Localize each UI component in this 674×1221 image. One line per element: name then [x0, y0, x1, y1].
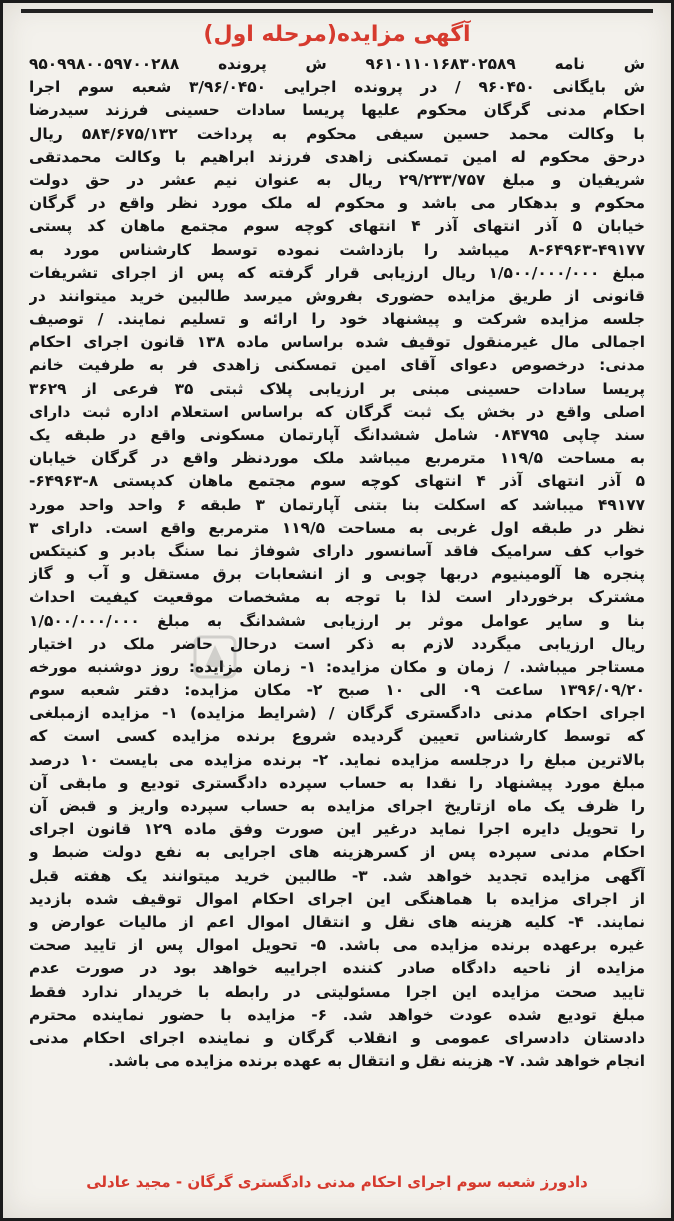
notice-body-line: بالاترین مبلغ را درجلسه مزایده نماید. ۲- برنده مزایده می بایست ۱۰ درصد — [29, 750, 645, 769]
notice-body-line: محکوم و بدهکار می باشد و محکوم له ملک مورد نظر واقع در گرگان — [29, 194, 645, 213]
notice-body-line: قانونی از طریق مزایده حضوری بفروش میرسد طالبین خرید میتوانند در — [29, 286, 645, 305]
notice-body-line: ریال ارزیابی میگردد لازم به ذکر است درحال حاضر ملک در اختیار — [29, 634, 645, 653]
notice-body-line: را ظرف یک ماه ازتاریخ اجرای مزایده به حساب سپرده واریز و قبض آن — [29, 797, 645, 815]
notice-body-line: احکام مدنی سپرده پس از کسرهزینه های اجرایی به نفع دولت ضبط و — [29, 843, 645, 862]
notice-body-line: احکام مدنی گرگان محکوم علیها پریسا سادات حسینی فرزند سیدرضا — [29, 101, 645, 120]
notice-body-line: مبلغ مورد پیشنهاد را نقدا به حساب سپرده دادگستری تودیع و مابقی آن — [29, 773, 645, 792]
notice-body-line: آگهی مزایده تجدید خواهد شد. ۳- طالبین خرید میتوانند یک هفته قبل — [29, 866, 645, 885]
notice-body-line: بنا و سایر عوامل موثر بر ارزیابی ششدانگ به مبلغ ۱/۵۰۰/۰۰۰/۰۰۰ — [29, 611, 645, 630]
notice-title: آگهی مزایده(مرحله اول) — [203, 22, 471, 47]
notice-body-line: نمایند. ۴- کلیه هزینه های نقل و انتقال اموال اعم از مالیات عوارض و — [29, 912, 645, 931]
notice-body-line: مشترک برخوردار است لذا با توجه به مشخصات موقعیت کیفیت احداث — [29, 588, 645, 607]
notice-body-line: ۵ آذر انتهای آذر ۴ انتهای کوچه سوم مجتمع ماهان کدپستی ۸-۶۴۹۶۳- — [29, 472, 645, 491]
notice-body-line: سند چاپی ۰۸۴۷۹۵ شامل ششدانگ آپارتمان مسکونی واقع در طبقه یک — [29, 426, 645, 444]
notice-body-line: نظر در طبقه اول غربی به مساحت ۱۱۹/۵ مترمربع واقع است. دارای ۳ — [29, 518, 645, 537]
notice-body-line: جلسه مزایده شرکت و پیشنهاد خود را ارائه و تسلیم نمایند. / توصیف — [29, 310, 645, 329]
notice-body-line: مدنی: درخصوص دعوای آقای امین تمسکنی زاهدی فر به طرفیت خانم — [29, 356, 645, 375]
notice-body-line: با وکالت محمد حسین سیفی محکوم به پرداخت ۵۸۴/۶۷۵/۱۳۲ ریال — [29, 124, 645, 143]
notice-body-line: مبلغ تودیع شده عودت خواهد شد. ۶- مزایده با حضور نماینده محترم — [29, 1005, 645, 1024]
notice-body-line: مستاجر میباشد. / زمان و مکان مزایده: ۱- زمان مزایده: روز دوشنبه مورخه — [29, 657, 645, 676]
notice-body-line: به مساحت ۱۱۹/۵ مترمربع میباشد ملک موردنظر واقع در گرگان خیابان — [29, 449, 645, 468]
notice-body-line: از اجرای مزایده با هماهنگی این اجرای احکام اموال توقیف شده بازدید — [29, 889, 645, 908]
notice-body-line: پنجره ها آلومینیوم دربها چوبی و از انشعابات برق مستقل و آب و گاز — [29, 565, 645, 584]
top-divider — [21, 9, 653, 13]
notice-body-line: شریفیان و مبلغ ۲۹/۲۳۳/۷۵۷ ریال به عنوان نیم عشر در حق دولت — [29, 170, 645, 189]
notice-body-line: پریسا سادات حسینی مبنی بر ارزیابی پلاک ثبتی ۳۵ فرعی از ۳۶۲۹ — [29, 379, 645, 398]
notice-body-line: مبلغ ۱/۵۰۰/۰۰۰/۰۰۰ ریال ارزیابی قرار گرفته که پس از اجرای تشریفات — [29, 263, 645, 282]
notice-body — [29, 53, 645, 1168]
notice-body-line: اجمالی مال غیرمنقول توقیف شده براساس ماده ۱۳۸ قانون اجرای احکام — [29, 333, 645, 352]
notice-body-line: ۱۳۹۶/۰۹/۲۰ ساعت ۰۹ الی ۱۰ صبح ۲- مکان مزایده: دفتر شعبه سوم — [29, 681, 645, 700]
notice-body-line: را تحویل دایره اجرا نماید درغیر این صورت وفق ماده ۱۲۹ قانون اجرای — [29, 820, 645, 839]
notice-body-line: درحق محکوم له امین تمسکنی زاهدی فرزند ابراهیم با وکالت محمدتقی — [29, 147, 645, 166]
notice-body-line: انجام خواهد شد. ۷- هزینه نقل و انتقال به عهده برنده مزایده می باشد. — [108, 1052, 645, 1071]
notice-body-line: خیابان ۵ آذر انتهای آذر ۴ انتهای کوچه سوم مجتمع ماهان کد پستی — [29, 217, 645, 236]
notice-body-line: مزایده از ناحیه دادگاه صادر کننده اجراییه خواهد بود در صورت عدم — [29, 959, 645, 978]
notice-body-line: تایید صحت مزایده این اجرا مسئولیتی در رابطه با خریدار ندارد فقط — [29, 982, 645, 1001]
notice-body-line: که توسط کارشناس تعیین گردیده شروع برنده مزایده کسی است که — [29, 727, 645, 746]
notice-body-line: اجرای احکام مدنی دادگستری گرگان / (شرایط مزایده) ۱- مزایده ازمبلغی — [29, 704, 645, 723]
notice-body-line: ش نامه ۹۶۱۰۱۱۰۱۶۸۳۰۲۵۸۹ ش پرونده ۹۵۰۹۹۸۰۰۵۹۷۰۰۲۸۸ — [29, 55, 645, 73]
notice-body-line: اصلی واقع در بخش یک ثبت گرگان که براساس استعلام اداره ثبت دارای — [29, 402, 645, 421]
notice-body-line: غیره برعهده برنده مزایده می باشد. ۵- تحویل اموال پس از تایید صحت — [29, 936, 645, 955]
notice-body-line: ش بایگانی ۹۶۰۴۵۰ / در پرونده اجرایی ۳/۹۶/۰۴۵۰ شعبه سوم اجرا — [29, 78, 645, 97]
notice-body-line: دادستان دادسرای عمومی و انقلاب گرگان و نماینده اجرای احکام مدنی — [29, 1028, 645, 1047]
notice-signature: دادورز شعبه سوم اجرای احکام مدنی دادگستری گرگان - مجید عادلی — [86, 1173, 588, 1191]
notice-body-line: ۴۹۱۷۷ میباشد که اسکلت بنا بتنی آپارتمان ۳ طبقه ۶ واحد واحد مورد — [29, 495, 645, 514]
notice-body-line: خواب کف سرامیک فاقد آسانسور دارای شوفاژ نما سنگ بادبر و کنیتکس — [29, 541, 645, 560]
notice-body-line: ۸-۶۴۹۶۳-۴۹۱۷۷ میباشد را بازداشت نموده توسط کارشناس مورد به — [29, 240, 645, 259]
